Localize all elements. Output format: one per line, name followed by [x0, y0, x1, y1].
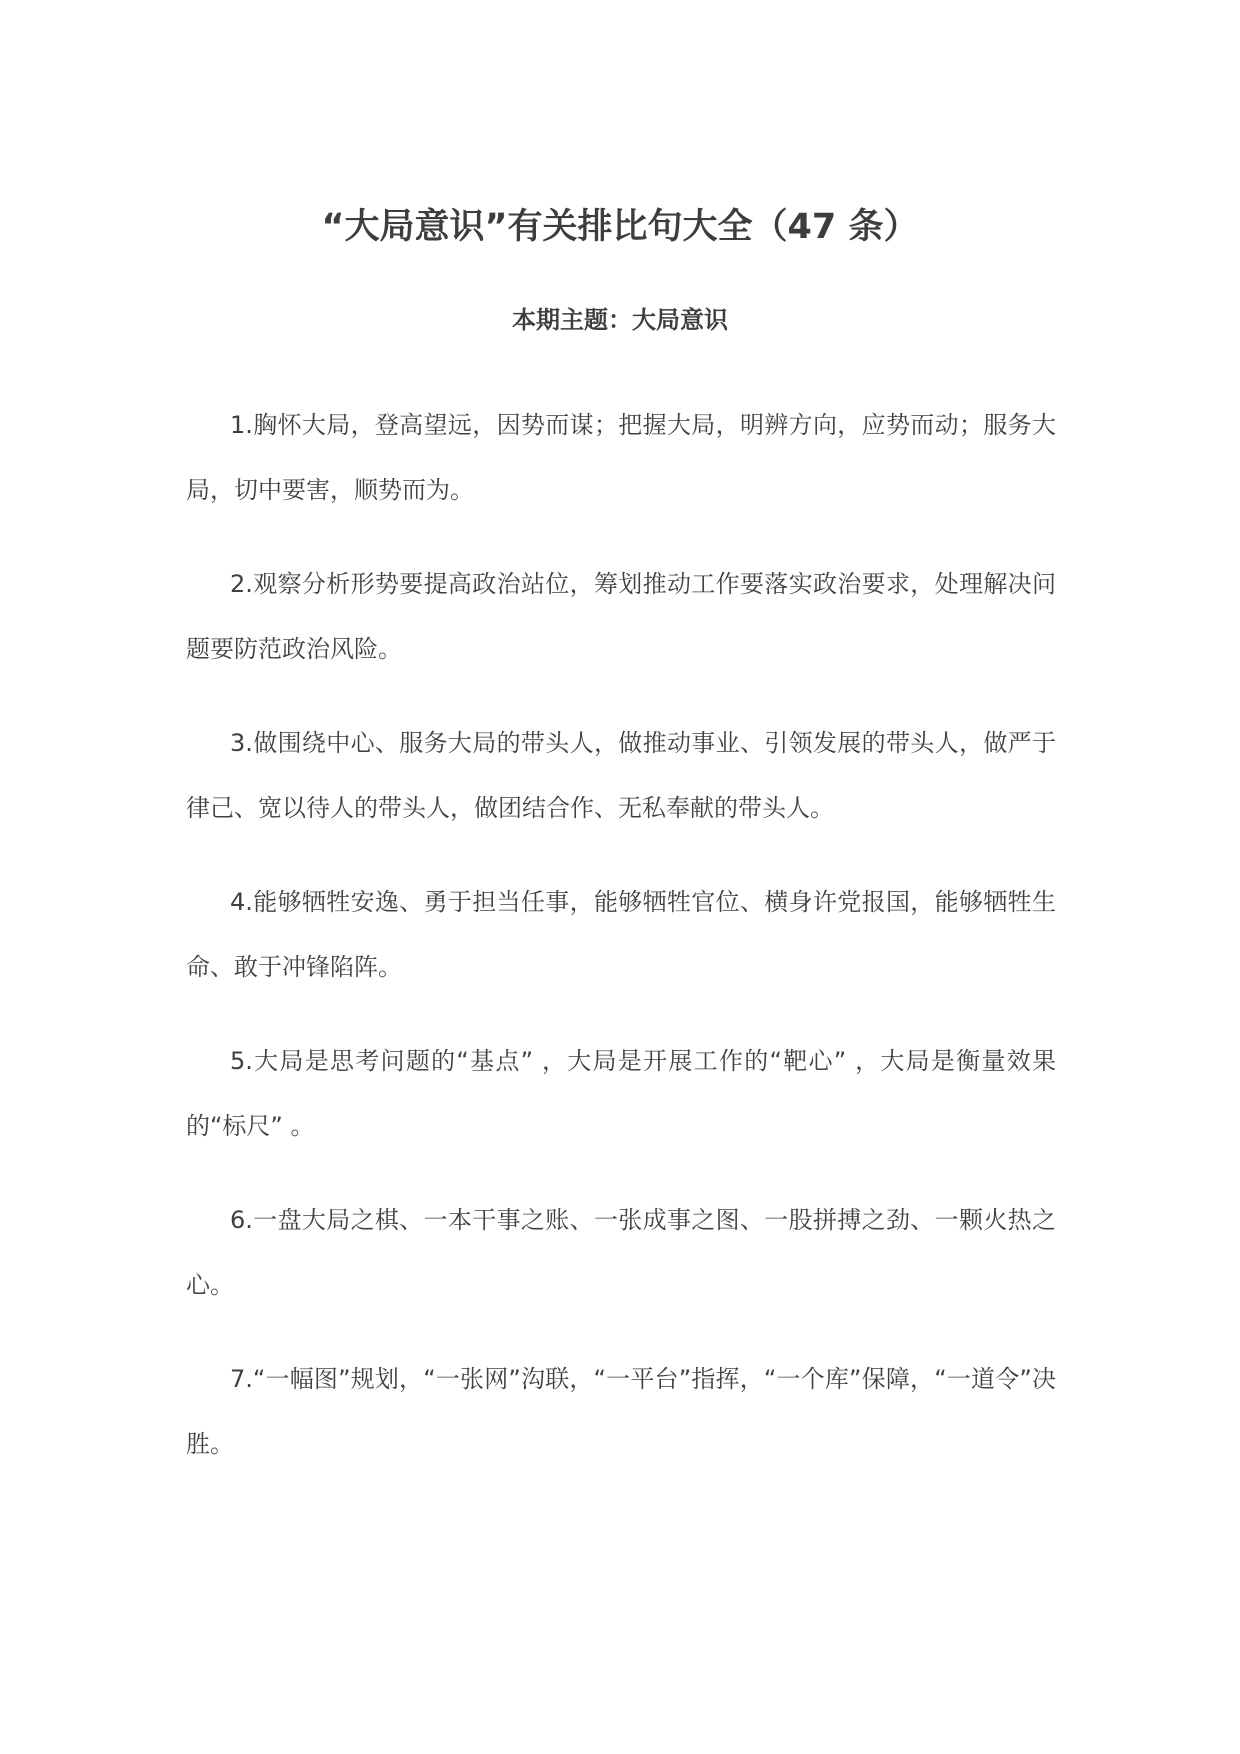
- list-item: 3.做围绕中心、服务大局的带头人，做推动事业、引领发展的带头人，做严于律己、宽以待人的带头人，做团结合作、无私奉献的带头人。: [186, 729, 1056, 822]
- list-item: 5.大局是思考问题的“基点” ，大局是开展工作的“靶心” ，大局是衡量效果的“标尺” 。: [186, 1047, 1056, 1140]
- list-item: 2.观察分析形势要提高政治站位，筹划推动工作要落实政治要求，处理解决问题要防范政治风险。: [186, 570, 1056, 663]
- list-item: 6.一盘大局之棋、一本干事之账、一张成事之图、一股拼搏之劲、一颗火热之心。: [186, 1206, 1056, 1299]
- item-list: [186, 393, 1056, 1506]
- document-subtitle: 本期主题：大局意识: [512, 306, 728, 334]
- list-item: 4.能够牺牲安逸、勇于担当任事，能够牺牲官位、横身许党报国，能够牺牲生命、敢于冲锋陷阵。: [186, 888, 1056, 981]
- list-item: 7.“一幅图”规划，“一张网”沟联，“一平台”指挥，“一个库”保障，“一道令”决胜。: [186, 1365, 1056, 1458]
- document-title: “大局意识”有关排比句大全（47 条）: [321, 207, 919, 247]
- list-item: 1.胸怀大局，登高望远，因势而谋；把握大局，明辨方向，应势而动；服务大局，切中要害，顺势而为。: [186, 411, 1056, 504]
